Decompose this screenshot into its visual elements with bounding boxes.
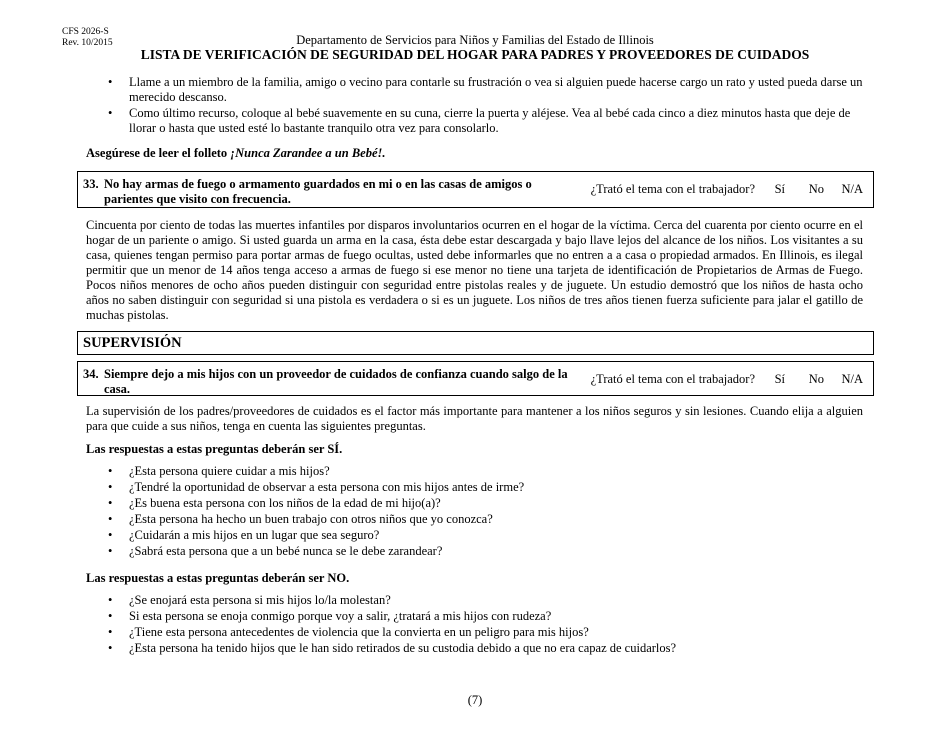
form-code: CFS 2026-S (62, 27, 109, 37)
booklet-title: ¡Nunca Zarandee a un Bebé!. (230, 146, 386, 160)
answer-yes[interactable]: Sí (774, 372, 785, 386)
list-item: • Como último recurso, coloque al bebé suavemente en su cuna, cierre la puerta y aléjese. Vea al bebé cada cinco a diez minutos hasta que deje de llorar o hasta que usted esté lo bastante tranquilo otra vez para consolarlo. (108, 106, 851, 135)
bullet-icon: • (108, 480, 113, 494)
bullet-icon: • (108, 593, 113, 607)
answer-yes[interactable]: Sí (774, 182, 785, 196)
question-33-box (77, 171, 874, 208)
question-33-explanation: Cincuenta por ciento de todas las muertes infantiles por disparos involuntarios ocurren en el hogar de la víctima. Cerca del cuarenta por ciento ocurre en el hogar de un pariente o amigo. Si usted guarda un arma en la casa, ésta debe estar descargada y bajo llave lejos del alcance de los niños. Los visitantes a su casa, quienes tengan permiso para portar armas de fuego ocultas, usted debe informarles que no entren a a casa o propiedad armados. En Illinois, es ilegal permitir que un menor de 14 años tenga acceso a armas de fuego si ese menor no tiene una tarjeta de identificación de Propietarios de Armas de Fuego. Pocos niños menores de ocho años pueden distinguir con seguridad entre pistolas reales y de juguete. Un estudio demostró que los niños de hasta ocho años no saben distinguir con seguridad si una pistola es verdadera o si es un juguete. Los niños de tres años tienen fuerza suficiente para jalar el gatillo de muchas pistolas. (86, 218, 863, 322)
bullet-icon: • (108, 75, 113, 89)
section-heading: SUPERVISIÓN (77, 331, 874, 355)
question-number: 34. (83, 367, 99, 381)
question-34-explanation: La supervisión de los padres/proveedores de cuidados es el factor más importante para mantener a los niños seguros y sin lesiones. Cuando elija a alguien para que cuide a sus niños, tenga en cuenta las siguientes preguntas. (86, 404, 863, 433)
discussed-prompt: ¿Trató el tema con el trabajador? (590, 372, 755, 386)
question-text: No hay armas de fuego o armamento guardados en mi o en las casas de amigos o parientes que visito con frecuencia. (104, 177, 532, 206)
list-item: • ¿Sabrá esta persona que a un bebé nunca se le debe zarandear? (108, 544, 443, 558)
list-item: • Llame a un miembro de la familia, amigo o vecino para contarle su frustración o vea si alguien puede hacerse cargo un rato y usted pueda darse un merecido descanso. (108, 75, 863, 104)
yes-questions-heading: Las respuestas a estas preguntas deberán ser SÍ. (86, 442, 343, 456)
question-34-box (77, 361, 874, 396)
answer-no[interactable]: No (808, 182, 824, 196)
list-item: • Si esta persona se enoja conmigo porque voy a salir, ¿tratará a mis hijos con rudeza? (108, 609, 552, 623)
yes-question-list (86, 464, 866, 560)
discussed-prompt: ¿Trató el tema con el trabajador? (590, 182, 755, 196)
list-item: • ¿Cuidarán a mis hijos en un lugar que sea seguro? (108, 528, 380, 542)
question-number: 33. (83, 177, 99, 191)
answer-na[interactable]: N/A (841, 182, 863, 196)
list-item: • ¿Se enojará esta persona si mis hijos lo/la molestan? (108, 593, 391, 607)
bullet-icon: • (108, 625, 113, 639)
department-name: Departamento de Servicios para Niños y Familias del Estado de Illinois (296, 33, 654, 47)
bullet-icon: • (108, 544, 113, 558)
bullet-icon: • (108, 512, 113, 526)
list-item: • ¿Tendré la oportunidad de observar a esta persona con mis hijos antes de irme? (108, 480, 525, 494)
bullet-icon: • (108, 641, 113, 655)
page-number: (7) (467, 693, 483, 707)
bullet-icon: • (108, 106, 113, 120)
no-questions-heading: Las respuestas a estas preguntas deberán ser NO. (86, 571, 350, 585)
intro-bullet-list (86, 75, 866, 137)
no-question-list (86, 593, 866, 657)
list-item: • ¿Esta persona ha hecho un buen trabajo con otros niños que yo conozca? (108, 512, 493, 526)
list-item: • ¿Es buena esta persona con los niños de la edad de mi hijo(a)? (108, 496, 441, 510)
question-text: Siempre dejo a mis hijos con un proveedor de cuidados de confianza cuando salgo de la casa. (104, 367, 568, 396)
bullet-icon: • (108, 609, 113, 623)
form-revision: Rev. 10/2015 (62, 38, 113, 48)
list-item: • ¿Tiene esta persona antecedentes de violencia que la convierta en un peligro para mis hijos? (108, 625, 589, 639)
answer-na[interactable]: N/A (841, 372, 863, 386)
list-item: • ¿Esta persona ha tenido hijos que le han sido retirados de su custodia debido a que no era capaz de cuidarlos? (108, 641, 677, 655)
answer-no[interactable]: No (808, 372, 824, 386)
page-title: LISTA DE VERIFICACIÓN DE SEGURIDAD DEL HOGAR PARA PADRES Y PROVEEDORES DE CUIDADOS (140, 47, 810, 62)
list-item: • ¿Esta persona quiere cuidar a mis hijos? (108, 464, 330, 478)
bullet-icon: • (108, 528, 113, 542)
bullet-icon: • (108, 496, 113, 510)
bullet-icon: • (108, 464, 113, 478)
booklet-reminder: Asegúrese de leer el folleto ¡Nunca Zarandee a un Bebé!. (86, 146, 386, 160)
